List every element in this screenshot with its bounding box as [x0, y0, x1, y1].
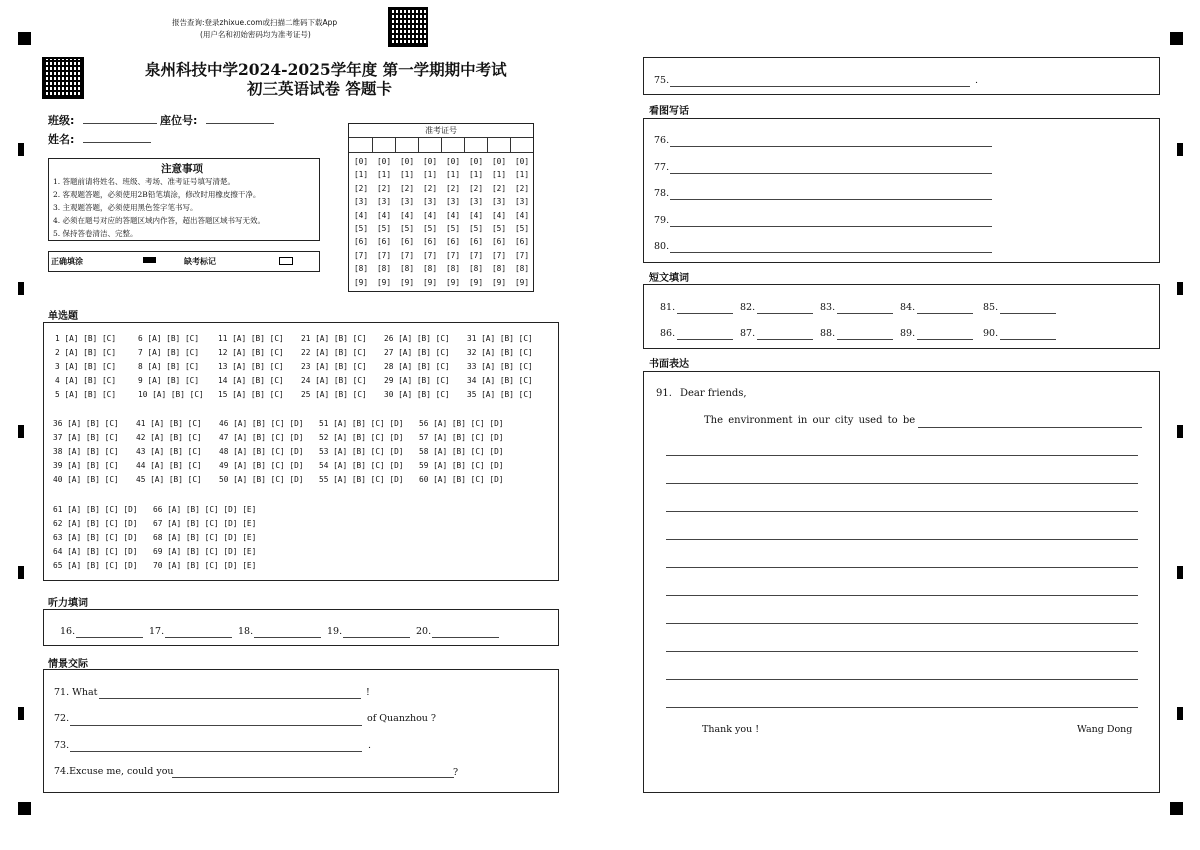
cloze-answer-line[interactable]	[917, 313, 973, 314]
cloze-answer-line[interactable]	[757, 339, 813, 340]
notice-box	[48, 158, 320, 241]
writing-answer-line[interactable]	[666, 455, 1138, 456]
mc-question[interactable]: 4 [A] [B] [C]	[55, 376, 117, 386]
q91-label: 91.	[656, 388, 672, 399]
admission-digit-option[interactable]: [2]	[445, 183, 461, 193]
writing-answer-line[interactable]	[666, 707, 1138, 708]
cloze-answer-line[interactable]	[677, 313, 733, 314]
admission-digit-option[interactable]: [6]	[376, 237, 392, 247]
admission-digit-option[interactable]: [1]	[491, 170, 507, 180]
notice-item: 4. 必须在题号对应的答题区域内作答，超出答题区域书写无效。	[53, 216, 266, 225]
seat-field[interactable]	[206, 123, 274, 124]
admission-digit-option[interactable]: [4]	[468, 210, 484, 220]
listening-question-label: 16.	[60, 626, 76, 637]
corner-marker-bottom-left	[18, 802, 31, 815]
timing-mark	[18, 143, 24, 156]
admission-digit-option[interactable]: [3]	[353, 197, 369, 207]
picture-answer-line[interactable]	[670, 173, 992, 174]
admission-column-divider	[510, 137, 511, 152]
seat-label: 座位号:	[160, 114, 198, 127]
admission-digit-option[interactable]: [9]	[468, 277, 484, 287]
admission-digit-option[interactable]: [9]	[376, 277, 392, 287]
fill-sample-box	[48, 251, 320, 272]
admission-digit-option[interactable]: [7]	[514, 250, 530, 260]
cloze-answer-line[interactable]	[1000, 339, 1056, 340]
name-field[interactable]	[83, 142, 151, 143]
admission-digit-option[interactable]: [4]	[376, 210, 392, 220]
admission-digit-option[interactable]: [0]	[445, 157, 461, 166]
admission-digit-option[interactable]: [0]	[399, 157, 415, 166]
admission-digit-option[interactable]: [3]	[491, 197, 507, 207]
admission-digit-column[interactable]	[419, 155, 441, 289]
cloze-answer-line[interactable]	[677, 339, 733, 340]
mc-question[interactable]: 2 [A] [B] [C]	[55, 348, 117, 358]
cloze-question-label: 81.	[660, 302, 676, 313]
situation-box	[43, 669, 559, 793]
admission-digit-option[interactable]: [1]	[376, 170, 392, 180]
mc-question[interactable]: 13 [A] [B] [C]	[218, 362, 284, 372]
admission-digit-option[interactable]: [8]	[399, 264, 415, 274]
admission-digit-option[interactable]: [8]	[376, 264, 392, 274]
mc-question[interactable]: 34 [A] [B] [C]	[467, 376, 533, 386]
page-title: 泉州科技中学2024-2025学年度 第一学期期中考试	[145, 60, 507, 79]
mc-question[interactable]: 15 [A] [B] [C]	[218, 390, 284, 400]
admission-digit-option[interactable]: [5]	[353, 224, 369, 234]
admission-digit-option[interactable]: [3]	[376, 197, 392, 207]
admission-digit-option[interactable]: [6]	[468, 237, 484, 247]
admission-digit-option[interactable]: [2]	[353, 183, 369, 193]
report-query-note: (用户名和初始密码均为准考证号)	[200, 30, 311, 39]
picture-question-label: 79.	[654, 214, 670, 226]
admission-digit-option[interactable]: [7]	[376, 250, 392, 260]
mc-question[interactable]: 36 [A] [B] [C]	[53, 419, 119, 428]
mc-question[interactable]: 41 [A] [B] [C]	[136, 419, 202, 428]
mc-question[interactable]: 62 [A] [B] [C] [D]	[53, 519, 138, 529]
cloze-question-label: 85.	[983, 302, 999, 313]
mc-question[interactable]: 56 [A] [B] [C] [D]	[419, 419, 504, 428]
mc-question[interactable]: 38 [A] [B] [C]	[53, 447, 119, 457]
writing-answer-line[interactable]	[666, 623, 1138, 624]
corner-marker-top-right	[1170, 32, 1183, 45]
mc-question[interactable]: 39 [A] [B] [C]	[53, 461, 119, 471]
admission-digit-option[interactable]: [0]	[422, 157, 438, 166]
admission-digit-column[interactable]	[442, 155, 464, 289]
corner-marker-bottom-right	[1170, 802, 1183, 815]
admission-digit-option[interactable]: [7]	[468, 250, 484, 260]
admission-digit-option[interactable]: [6]	[399, 237, 415, 247]
admission-digit-option[interactable]: [3]	[399, 197, 415, 207]
mc-question[interactable]: 9 [A] [B] [C]	[138, 376, 200, 386]
admission-number-box	[348, 123, 534, 292]
mc-question[interactable]: 59 [A] [B] [C] [D]	[419, 461, 504, 471]
mc-question[interactable]: 47 [A] [B] [C] [D]	[219, 433, 304, 443]
mc-question[interactable]: 64 [A] [B] [C] [D]	[53, 547, 138, 557]
notice-item: 1. 答题前请将姓名、班级、考场、准考证号填写清楚。	[53, 177, 236, 186]
timing-mark	[1177, 566, 1183, 579]
mc-question[interactable]: 14 [A] [B] [C]	[218, 376, 284, 386]
admission-number-title: 准考证号	[425, 126, 457, 135]
admission-digit-option[interactable]: [2]	[468, 183, 484, 193]
mc-question[interactable]: 57 [A] [B] [C] [D]	[419, 433, 504, 443]
cloze-answer-line[interactable]	[837, 313, 893, 314]
q73-end: .	[368, 740, 372, 751]
admission-digit-column[interactable]	[350, 155, 372, 289]
absent-mark-checkbox[interactable]	[279, 257, 293, 265]
correct-fill-sample-icon	[143, 257, 156, 263]
admission-digit-option[interactable]: [0]	[514, 157, 530, 166]
admission-digit-option[interactable]: [1]	[468, 170, 484, 180]
name-label: 姓名:	[48, 133, 75, 146]
admission-digit-option[interactable]: [8]	[422, 264, 438, 274]
listening-box	[43, 609, 559, 646]
admission-digit-option[interactable]: [3]	[422, 197, 438, 207]
admission-digit-option[interactable]: [0]	[353, 157, 369, 166]
mc-question[interactable]: 69 [A] [B] [C] [D] [E]	[153, 547, 257, 557]
section-title-cloze: 短文填词	[649, 273, 689, 284]
admission-digit-option[interactable]: [5]	[422, 224, 438, 234]
mc-question[interactable]: 54 [A] [B] [C] [D]	[319, 461, 404, 471]
mc-question[interactable]: 1 [A] [B] [C]	[55, 334, 117, 343]
admission-digit-column[interactable]	[373, 155, 395, 289]
mc-question[interactable]: 67 [A] [B] [C] [D] [E]	[153, 519, 257, 529]
admission-digit-option[interactable]: [9]	[399, 277, 415, 287]
cloze-answer-line[interactable]	[1000, 313, 1056, 314]
listening-answer-line[interactable]	[76, 637, 143, 638]
mc-question[interactable]: 6 [A] [B] [C]	[138, 334, 200, 343]
mc-question[interactable]: 35 [A] [B] [C]	[467, 390, 533, 400]
writing-answer-line[interactable]	[666, 511, 1138, 512]
mc-question[interactable]: 10 [A] [B] [C]	[138, 390, 204, 400]
class-field[interactable]	[83, 123, 157, 124]
q72-answer-line[interactable]	[70, 725, 362, 726]
mc-question[interactable]: 27 [A] [B] [C]	[384, 348, 450, 358]
writing-answer-line[interactable]	[666, 651, 1138, 652]
mc-question[interactable]: 45 [A] [B] [C]	[136, 475, 202, 485]
picture-question-label: 80.	[654, 241, 670, 252]
listening-answer-line[interactable]	[254, 637, 321, 638]
timing-mark	[1177, 282, 1183, 295]
admission-digit-option[interactable]: [4]	[422, 210, 438, 220]
notice-title: 注意事项	[161, 163, 203, 175]
listening-answer-line[interactable]	[432, 637, 499, 638]
admission-digit-option[interactable]: [9]	[445, 277, 461, 287]
admission-digit-column[interactable]	[488, 155, 510, 289]
mc-question[interactable]: 61 [A] [B] [C] [D]	[53, 505, 138, 514]
q75-box	[643, 57, 1160, 95]
mc-question[interactable]: 37 [A] [B] [C]	[53, 433, 119, 443]
admission-digit-option[interactable]: [6]	[491, 237, 507, 247]
mc-question[interactable]: 8 [A] [B] [C]	[138, 362, 200, 372]
notice-item: 2. 客观题答题，必须使用2B铅笔填涂，修改时用橡皮擦干净。	[53, 190, 261, 199]
q71-label: 71. What	[54, 687, 98, 698]
mc-question[interactable]: 55 [A] [B] [C] [D]	[319, 475, 404, 485]
section-title-picture: 看图写话	[649, 106, 689, 117]
admission-digit-option[interactable]: [1]	[422, 170, 438, 180]
mc-question[interactable]: 32 [A] [B] [C]	[467, 348, 533, 358]
mc-question[interactable]: 21 [A] [B] [C]	[301, 334, 367, 343]
mc-question[interactable]: 25 [A] [B] [C]	[301, 390, 367, 400]
admission-digit-option[interactable]: [2]	[399, 183, 415, 193]
admission-digit-option[interactable]: [2]	[422, 183, 438, 193]
listening-question-label: 17.	[149, 626, 165, 637]
q75-answer-line[interactable]	[670, 86, 970, 87]
single-choice-box	[43, 322, 559, 581]
mc-question[interactable]: 66 [A] [B] [C] [D] [E]	[153, 505, 257, 514]
corner-marker-top-left	[18, 32, 31, 45]
timing-mark	[18, 707, 24, 720]
q74-end: ?	[453, 767, 459, 778]
picture-answer-line[interactable]	[670, 199, 992, 200]
cloze-question-label: 84.	[900, 302, 916, 313]
mc-question[interactable]: 33 [A] [B] [C]	[467, 362, 533, 372]
q71-end: !	[366, 687, 370, 698]
admission-digit-option[interactable]: [7]	[422, 250, 438, 260]
timing-mark	[1177, 425, 1183, 438]
listening-question-label: 18.	[238, 626, 254, 637]
writing-closing: Thank you !	[702, 724, 760, 735]
writing-answer-line[interactable]	[666, 483, 1138, 484]
mc-question[interactable]: 48 [A] [B] [C] [D]	[219, 447, 304, 457]
admission-digit-option[interactable]: [9]	[491, 277, 507, 287]
admission-digit-option[interactable]: [8]	[514, 264, 530, 274]
mc-question[interactable]: 63 [A] [B] [C] [D]	[53, 533, 138, 543]
class-label: 班级:	[48, 114, 75, 127]
picture-question-label: 76.	[654, 135, 670, 146]
mc-question[interactable]: 49 [A] [B] [C] [D]	[219, 461, 304, 471]
q75-end: .	[975, 75, 979, 86]
correct-fill-label: 正确填涂	[51, 257, 83, 266]
admission-digit-option[interactable]: [4]	[491, 210, 507, 220]
admission-column-divider	[395, 137, 396, 152]
admission-digit-option[interactable]: [5]	[399, 224, 415, 234]
admission-column-divider	[487, 137, 488, 152]
admission-digit-option[interactable]: [6]	[514, 237, 530, 247]
admission-digit-option[interactable]: [3]	[445, 197, 461, 207]
picture-answer-line[interactable]	[670, 146, 992, 147]
q74-answer-line[interactable]	[172, 777, 454, 778]
writing-prompt-line[interactable]	[918, 427, 1142, 428]
q74-label: 74.Excuse me, could you	[54, 766, 174, 777]
writing-prompt: The environment in our city used to be	[704, 415, 916, 426]
mc-question[interactable]: 43 [A] [B] [C]	[136, 447, 202, 457]
picture-question-label: 78.	[654, 188, 670, 199]
cloze-question-label: 83.	[820, 302, 836, 313]
admission-digit-option[interactable]: [9]	[514, 277, 530, 287]
admission-digit-option[interactable]: [5]	[445, 224, 461, 234]
cloze-question-label: 88.	[820, 328, 836, 339]
mc-question[interactable]: 23 [A] [B] [C]	[301, 362, 367, 372]
admission-digit-option[interactable]: [6]	[353, 237, 369, 247]
listening-question-label: 19.	[327, 626, 343, 637]
admission-column-divider	[418, 137, 419, 152]
page-subtitle: 初三英语试卷 答题卡	[247, 79, 392, 98]
admission-digit-option[interactable]: [5]	[491, 224, 507, 234]
timing-mark	[1177, 707, 1183, 720]
mc-question[interactable]: 30 [A] [B] [C]	[384, 390, 450, 400]
admission-digit-option[interactable]: [5]	[468, 224, 484, 234]
admission-digit-option[interactable]: [4]	[399, 210, 415, 220]
app-qr-code-icon	[388, 7, 428, 47]
admission-digit-option[interactable]: [4]	[514, 210, 530, 220]
admission-digit-option[interactable]: [5]	[376, 224, 392, 234]
mc-question[interactable]: 11 [A] [B] [C]	[218, 334, 284, 343]
admission-digit-option[interactable]: [4]	[445, 210, 461, 220]
admission-digit-option[interactable]: [0]	[491, 157, 507, 166]
section-title-single-choice: 单选题	[48, 311, 78, 322]
admission-digit-option[interactable]: [0]	[376, 157, 392, 166]
cloze-question-label: 86.	[660, 328, 676, 339]
mc-question[interactable]: 46 [A] [B] [C] [D]	[219, 419, 304, 428]
cloze-answer-line[interactable]	[757, 313, 813, 314]
admission-column-divider	[372, 137, 373, 152]
cloze-question-label: 82.	[740, 302, 756, 313]
listening-question-label: 20.	[416, 626, 432, 637]
writing-answer-line[interactable]	[666, 539, 1138, 540]
q73-answer-line[interactable]	[70, 751, 362, 752]
admission-digit-option[interactable]: [6]	[445, 237, 461, 247]
listening-answer-line[interactable]	[165, 637, 232, 638]
admission-digit-column[interactable]	[511, 155, 533, 289]
admission-digit-option[interactable]: [5]	[514, 224, 530, 234]
admission-digit-option[interactable]: [4]	[353, 210, 369, 220]
picture-answer-line[interactable]	[670, 252, 992, 253]
picture-box	[643, 118, 1160, 263]
mc-question[interactable]: 7 [A] [B] [C]	[138, 348, 200, 358]
report-query-text: 报告查询:登录zhixue.com或扫描二维码下载App	[172, 18, 338, 27]
picture-answer-line[interactable]	[670, 226, 992, 227]
section-title-listening: 听力填词	[48, 598, 88, 609]
admission-column-divider	[441, 137, 442, 152]
q75-label: 75.	[654, 75, 670, 86]
writing-answer-line[interactable]	[666, 679, 1138, 680]
timing-mark	[18, 425, 24, 438]
admission-digit-option[interactable]: [0]	[468, 157, 484, 166]
mc-question[interactable]: 60 [A] [B] [C] [D]	[419, 475, 504, 485]
mc-question[interactable]: 44 [A] [B] [C]	[136, 461, 202, 471]
admission-digit-option[interactable]: [8]	[353, 264, 369, 274]
admission-digit-option[interactable]: [2]	[491, 183, 507, 193]
admission-digit-option[interactable]: [1]	[399, 170, 415, 180]
picture-question-label: 77.	[654, 161, 670, 173]
writing-answer-line[interactable]	[666, 595, 1138, 596]
mc-question[interactable]: 42 [A] [B] [C]	[136, 433, 202, 443]
admission-digit-option[interactable]: [3]	[514, 197, 530, 207]
mc-question[interactable]: 68 [A] [B] [C] [D] [E]	[153, 533, 257, 543]
q72-end: of Quanzhou ?	[367, 713, 437, 724]
student-qr-code-icon	[42, 57, 84, 99]
cloze-question-label: 89.	[900, 328, 916, 339]
cloze-answer-line[interactable]	[917, 339, 973, 340]
admission-digit-option[interactable]: [6]	[422, 237, 438, 247]
mc-question[interactable]: 50 [A] [B] [C] [D]	[219, 475, 304, 485]
mc-question[interactable]: 58 [A] [B] [C] [D]	[419, 447, 504, 457]
admission-column-divider	[464, 137, 465, 152]
cloze-question-label: 90.	[983, 328, 999, 339]
notice-item: 5. 保持答卷清洁、完整。	[53, 229, 138, 238]
admission-digit-option[interactable]: [7]	[445, 250, 461, 260]
admission-digit-option[interactable]: [7]	[491, 250, 507, 260]
mc-question[interactable]: 29 [A] [B] [C]	[384, 376, 450, 386]
q73-label: 73.	[54, 740, 70, 751]
mc-question[interactable]: 65 [A] [B] [C] [D]	[53, 561, 138, 571]
writing-answer-line[interactable]	[666, 567, 1138, 568]
admission-digit-option[interactable]: [1]	[353, 170, 369, 180]
section-title-writing: 书面表达	[649, 359, 689, 370]
mc-question[interactable]: 28 [A] [B] [C]	[384, 362, 450, 372]
mc-question[interactable]: 22 [A] [B] [C]	[301, 348, 367, 358]
writing-box	[643, 371, 1160, 793]
mc-question[interactable]: 53 [A] [B] [C] [D]	[319, 447, 404, 457]
timing-mark	[1177, 143, 1183, 156]
absent-mark-label: 缺考标记	[184, 257, 216, 266]
timing-mark	[18, 566, 24, 579]
section-title-situation: 情景交际	[48, 659, 88, 670]
mc-question[interactable]: 70 [A] [B] [C] [D] [E]	[153, 561, 257, 571]
mc-question[interactable]: 3 [A] [B] [C]	[55, 362, 117, 372]
cloze-question-label: 87.	[740, 328, 756, 339]
admission-digit-column[interactable]	[396, 155, 418, 289]
q72-label: 72.	[54, 713, 70, 724]
mc-question[interactable]: 12 [A] [B] [C]	[218, 348, 284, 358]
mc-question[interactable]: 40 [A] [B] [C]	[53, 475, 119, 485]
writing-greeting: Dear friends,	[680, 388, 747, 399]
cloze-answer-line[interactable]	[837, 339, 893, 340]
admission-digit-option[interactable]: [8]	[491, 264, 507, 274]
admission-digit-option[interactable]: [8]	[445, 264, 461, 274]
timing-mark	[18, 282, 24, 295]
admission-digit-option[interactable]: [2]	[514, 183, 530, 193]
notice-item: 3. 主观题答题，必须使用黑色签字笔书写。	[53, 203, 198, 212]
admission-digit-option[interactable]: [2]	[376, 183, 392, 193]
mc-question[interactable]: 26 [A] [B] [C]	[384, 334, 450, 343]
admission-digit-option[interactable]: [1]	[445, 170, 461, 180]
admission-digit-column[interactable]	[465, 155, 487, 289]
mc-question[interactable]: 31 [A] [B] [C]	[467, 334, 533, 343]
admission-digit-option[interactable]: [3]	[468, 197, 484, 207]
writing-signature: Wang Dong	[1077, 724, 1133, 735]
admission-write-divider	[349, 152, 533, 153]
cloze-box	[643, 284, 1160, 349]
admission-digit-option[interactable]: [9]	[353, 277, 369, 287]
admission-digit-option[interactable]: [7]	[353, 250, 369, 260]
listening-answer-line[interactable]	[343, 637, 410, 638]
mc-question[interactable]: 51 [A] [B] [C] [D]	[319, 419, 404, 428]
mc-question[interactable]: 24 [A] [B] [C]	[301, 376, 367, 386]
mc-question[interactable]: 52 [A] [B] [C] [D]	[319, 433, 404, 443]
admission-digit-option[interactable]: [9]	[422, 277, 438, 287]
admission-digit-option[interactable]: [8]	[468, 264, 484, 274]
mc-question[interactable]: 5 [A] [B] [C]	[55, 390, 117, 400]
admission-digit-option[interactable]: [1]	[514, 170, 530, 180]
admission-digit-option[interactable]: [7]	[399, 250, 415, 260]
q71-answer-line[interactable]	[99, 698, 361, 699]
